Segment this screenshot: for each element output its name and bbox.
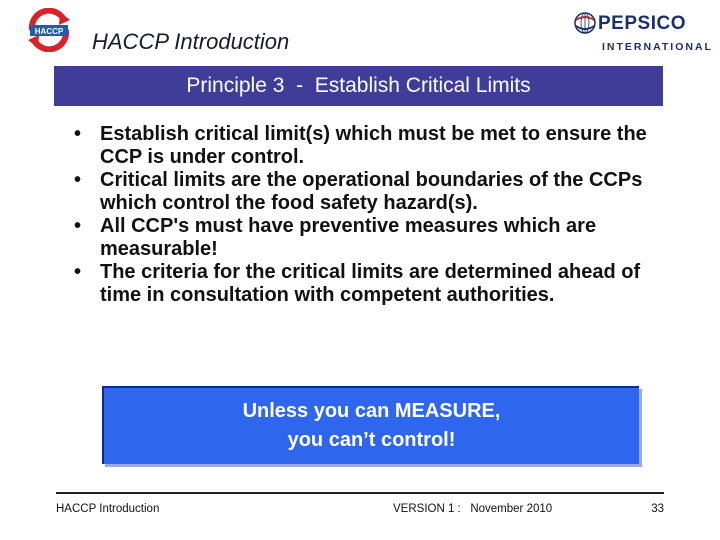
haccp-logo xyxy=(24,8,74,52)
haccp-logo-text: HACCP xyxy=(34,27,64,36)
header-title: HACCP Introduction xyxy=(92,29,290,54)
bullet-dot: • xyxy=(74,261,82,283)
bullet-item xyxy=(74,261,654,306)
brand-name: PEPSICO xyxy=(598,13,686,34)
globe-icon xyxy=(574,12,596,34)
brand-subtitle: INTERNATIONAL xyxy=(602,41,713,53)
callout-line-2: you can’t control! xyxy=(287,429,456,451)
footer-divider xyxy=(56,492,664,494)
callout-line-1: Unless you can MEASURE, xyxy=(242,400,501,422)
callout-box xyxy=(102,386,639,464)
bullet-text: All CCP's must have preventive measures which are measurable! xyxy=(100,215,597,260)
page-number: 33 xyxy=(651,503,664,515)
pepsico-logo xyxy=(574,8,713,58)
bullet-text: Critical limits are the operational boundaries of the CCPs which control the food safety hazard(s). xyxy=(100,169,643,214)
bullet-dot: • xyxy=(74,169,82,191)
footer-version: VERSION 1 : November 2010 xyxy=(393,503,553,515)
bullet-text: Establish critical limit(s) which must be met to ensure the CCP is under control. xyxy=(100,123,647,168)
bullet-item xyxy=(74,123,654,168)
principle-banner: Principle 3 - Establish Critical Limits xyxy=(54,66,663,106)
bullet-item xyxy=(74,169,654,214)
bullet-text: The criteria for the critical limits are determined ahead of time in consultation with competent authorities. xyxy=(100,261,641,306)
bullet-item xyxy=(74,215,654,260)
bullet-list xyxy=(74,123,654,307)
footer-title: HACCP Introduction xyxy=(56,503,160,515)
bullet-dot: • xyxy=(74,215,82,237)
bullet-dot: • xyxy=(74,123,82,145)
